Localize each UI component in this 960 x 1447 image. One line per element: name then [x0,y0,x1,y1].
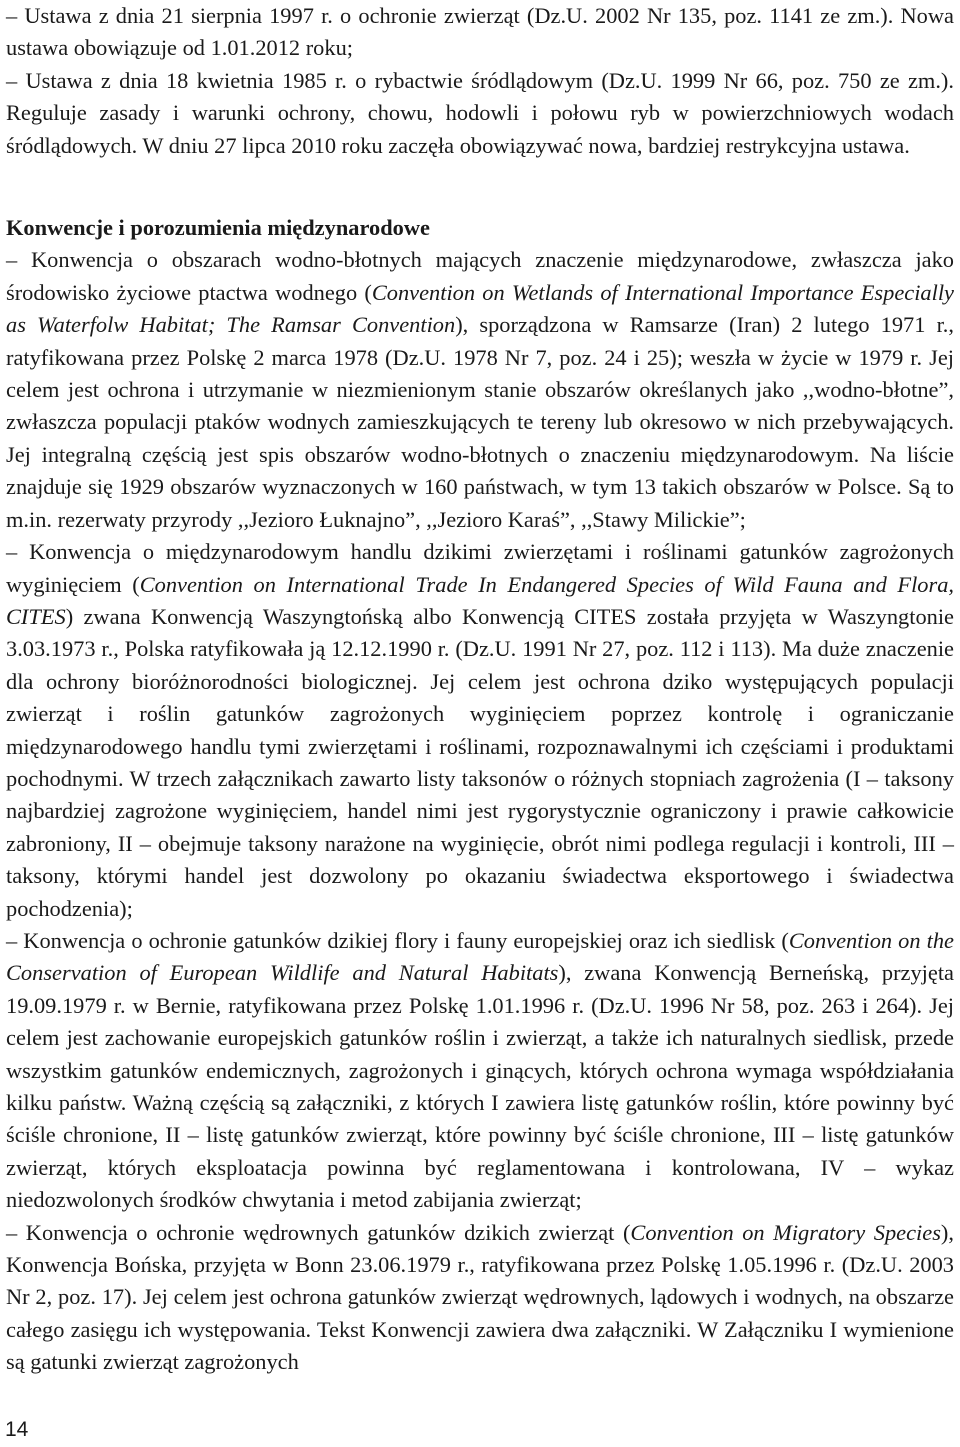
dash: – [6,539,18,565]
text-run: Konwencja o obszarach wodno-błotnych mających znaczenie międzynarodowe, zwłaszcza jako środowisko życiowe ptactwa wodnego ( [6,247,954,305]
list-item-text: Ustawa z dnia 18 kwietnia 1985 r. o rybactwie śródlądowym (Dz.U. 1999 Nr 66, poz. 750 ze zm.). Reguluje zasady i warunki ochrony, chowu, hodowli i połowu ryb w powierzchniowych wodach śródlądowych. W dniu 27 lipca 2010 roku zaczęła obowiązywać nowa, bardziej restrykcyjna ustawa. [6,67,954,158]
page-number: 14 [5,1418,29,1441]
text-run: ), sporządzona w Ramsarze (Iran) 2 lutego 1971 r., ratyfikowana przez Polskę 2 marca 1978 (Dz.U. 1978 Nr 7, poz. 24 i 25); weszła w życie w 1979 r. Jej celem jest ochrona i utrzymanie w niezmienionym stanie obszarów określanych jako ,,wodno-błotne”, zwłaszcza populacji ptaków wodnych zamieszkujących te tereny lub okresowo w nich przebywających. Jej integralną częścią jest spis obszarów wodno-błotnych o znaczeniu międzynarodowym. Na liście znajduje się 1929 obszarów wyznaczonych w 160 państwach, w tym 13 takich obszarów w Polsce. Są to m.in. rezerwaty przyrody ,,Jezioro Łuknajno”, ,,Jezioro Karaś”, ,,Stawy Milickie”; [6,312,954,532]
italic-title: Convention on the Conservation of European Wildlife and Natural Habitats [6,927,954,986]
italic-title: Convention on Wetlands of International Importance Especially as Waterfolw Habitat; The Ramsar Convention [6,279,954,338]
text-run: ), Konwencja Bońska, przyjęta w Bonn 23.06.1979 r., ratyfikowana przez Polskę 1.05.1996 r. (Dz.U. 2003 Nr 2, poz. 17). Jej celem jest ochrona gatunków zwierząt wędrownych, lądowych i wodnych, na obszarze całego zasięgu ich występowania. Tekst Konwencji zawiera dwa załączniki. W Załączniku I wymienione są gatunki zwierząt zagrożonych [6,1219,954,1375]
text-run: ), zwana Konwencją Berneńską, przyjęta 19.09.1979 r. w Bernie, ratyfikowana przez Polskę 1.01.1996 r. (Dz.U. 1996 Nr 58, poz. 263 i 264). Jej celem jest zachowanie europejskich gatunków roślin i zwierząt, a także ich naturalnych siedlisk, przede wszystkim gatunków endemicznych, zagrożonych i ginących, których ochrona wymaga współdziałania kilku państw. Ważną częścią są załączniki, z których I zawiera listę gatunków roślin, które powinny być ściśle chronione, II – listę gatunków zwierząt, które powinny być ściśle chronione, III – listę gatunków zwierząt, których eksploatacja powinna być reglamentowana i kontrolowana, IV – wykaz niedozwolonych środków chwytania i metod zabijania zwierząt; [6,960,954,1213]
intro-list [6,0,954,162]
list-item [6,0,954,65]
convention-item [6,536,954,925]
convention-item [6,244,954,536]
list-item [6,65,954,162]
convention-item [6,1217,954,1379]
dash: – [6,67,18,93]
dash: – [6,247,18,273]
convention-item [6,925,954,1217]
text-run: ) zwana Konwencją Waszyngtońską albo Konwencją CITES została przyjęta w Waszyngtonie 3.03.1973 r., Polska ratyfikowała ją 12.12.1990 r. (Dz.U. 1991 Nr 27, poz. 112 i 113). Ma duże znaczenie dla ochrony bioróżnorodności biologicznej. Jej celem jest ochrona dziko występujących populacji zwierząt i roślin gatunków zagrożonych wyginięciem poprzez kontrolę i ograniczanie międzynarodowego handlu tymi zwierzętami i roślinami, rozpoznawalnymi ich częściami i produktami pochodnymi. W trzech załącznikach zawarto listy taksonów o różnych stopniach zagrożenia (I – taksony najbardziej zagrożone wyginięciem, handel nimi jest rygorystycznie ograniczony i prawie całkowicie zabroniony, II – obejmuje taksony narażone na wyginięcie, obrót nimi podlega regulacji i kontroli, III – taksony, którymi handel jest dozwolony po okazaniu świadectwa eksportowego i świadectwa pochodzenia); [6,603,954,921]
conventions-list [6,244,954,1378]
section-heading: Konwencje i porozumienia międzynarodowe [6,215,430,241]
text-run: Konwencja o międzynarodowym handlu dzikimi zwierzętami i roślinami gatunków zagrożonych wyginięciem ( [6,539,954,597]
italic-title: Convention on International Trade In Endangered Species of Wild Fauna and Flora, CITES [6,571,954,629]
list-item-text: Ustawa z dnia 21 sierpnia 1997 r. o ochronie zwierząt (Dz.U. 2002 Nr 135, poz. 1141 ze zm.). Nowa ustawa obowiązuje od 1.01.2012 roku; [6,3,954,61]
document-page [6,0,954,1379]
italic-title: Convention on Migratory Species [630,1219,941,1245]
dash: – [6,1219,18,1245]
dash: – [6,927,18,953]
text-run: Konwencja o ochronie wędrownych gatunków dzikich zwierząt ( [25,1219,631,1245]
dash: – [6,3,18,28]
text-run: Konwencja o ochronie gatunków dzikiej flory i fauny europejskiej oraz ich siedlisk ( [23,927,789,953]
